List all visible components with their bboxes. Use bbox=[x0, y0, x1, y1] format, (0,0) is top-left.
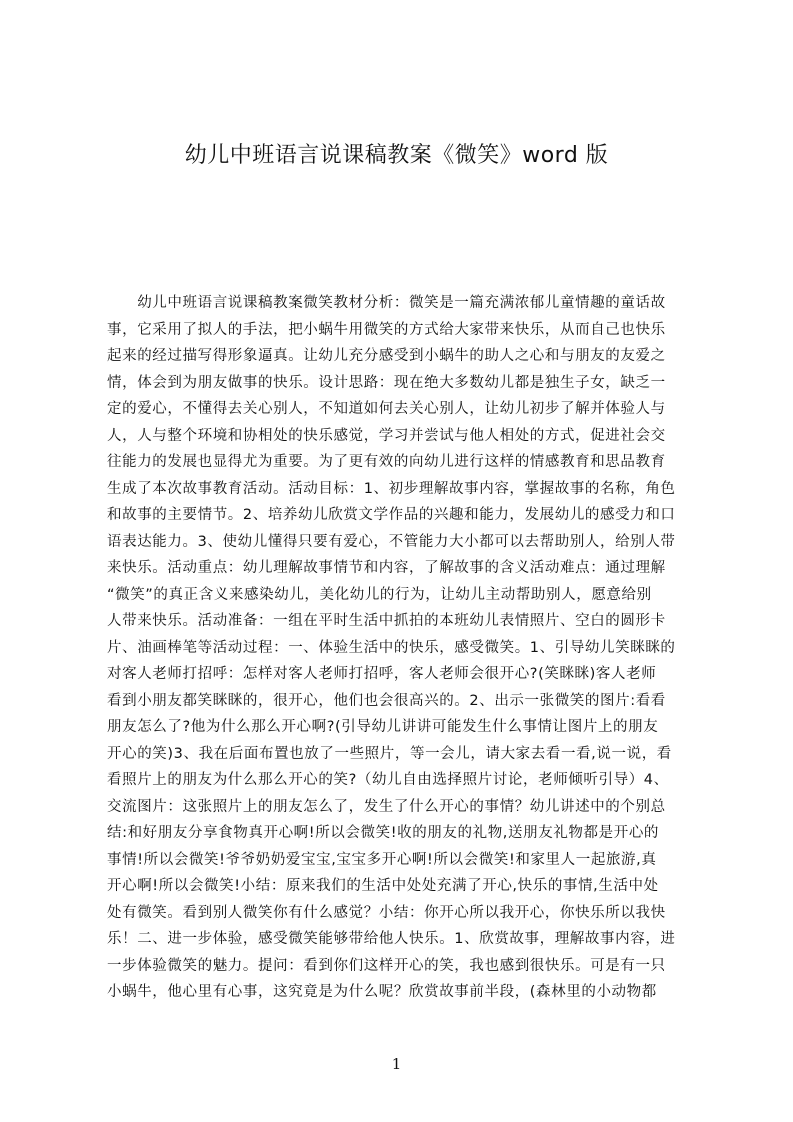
body-line: 对客人老师打招呼：怎样对客人老师打招呼，客人老师会很开心?(笑眯眯)客人老师 bbox=[107, 666, 657, 682]
body-line: “微笑”的真正含义来感染幼儿，美化幼儿的行为，让幼儿主动帮助别人，愿意给别 bbox=[107, 586, 652, 603]
body-line: 小蜗牛，他心里有心事，这究竟是为什么呢？欣赏故事前半段，(森林里的小动物都 bbox=[107, 984, 657, 1000]
body-line: 开心啊!所以会微笑!小结：原来我们的生活中处处充满了开心,快乐的事情,生活中处 bbox=[107, 878, 659, 894]
body-line: 和故事的主要情节。2、培养幼儿欣赏文学作品的兴趣和能力，发展幼儿的感受力和口 bbox=[107, 507, 676, 523]
body-line: 一步体验微笑的魅力。提问：看到你们这样开心的笑，我也感到很快乐。可是有一只 bbox=[107, 957, 666, 974]
page-number: 1 bbox=[391, 1055, 402, 1073]
body-line: 来快乐。活动重点：幼儿理解故事情节和内容，了解故事的含义活动难点：通过理解 bbox=[107, 560, 666, 576]
body-line: 幼儿中班语言说课稿教案微笑教材分析：微笑是一篇充满浓郁儿童情趣的童话故 bbox=[107, 295, 666, 311]
body-line: 乐！二、进一步体验，感受微笑能够带给他人快乐。1、欣赏故事，理解故事内容，进 bbox=[107, 931, 676, 947]
body-line: 事情!所以会微笑!爷爷奶奶爱宝宝,宝宝多开心啊!所以会微笑!和家里人一起旅游,真 bbox=[107, 851, 657, 868]
body-line: 看到小朋友都笑眯眯的，很开心，他们也会很高兴的。2、出示一张微笑的图片:看看 bbox=[107, 692, 666, 709]
body-line: 交流图片：这张照片上的朋友怎么了，发生了什么开心的事情？幼儿讲述中的个别总 bbox=[107, 798, 666, 815]
body-line: 结:和好朋友分享食物真开心啊!所以会微笑!收的朋友的礼物,送朋友礼物都是开心的 bbox=[107, 825, 660, 841]
body-line: 朋友怎么了?他为什么那么开心啊?(引导幼儿讲讲可能发生什么事情让图片上的朋友 bbox=[107, 719, 659, 735]
document-title: 幼儿中班语言说课稿教案《微笑》word 版 bbox=[184, 143, 609, 168]
body-line: 往能力的发展也显得尤为重要。为了更有效的向幼儿进行这样的情感教育和思品教育 bbox=[107, 454, 666, 470]
document-body bbox=[107, 290, 697, 1010]
body-line: 事，它采用了拟人的手法，把小蜗牛用微笑的方式给大家带来快乐，从而自己也快乐 bbox=[107, 321, 666, 338]
body-line: 片、油画棒笔等活动过程：一、体验生活中的快乐，感受微笑。1、引导幼儿笑眯眯的 bbox=[107, 639, 676, 656]
body-line: 情，体会到为朋友做事的快乐。设计思路：现在绝大多数幼儿都是独生子女，缺乏一 bbox=[107, 374, 666, 391]
body-line: 语表达能力。3、使幼儿懂得只要有爱心，不管能力大小都可以去帮助别人，给别人带 bbox=[107, 533, 676, 550]
body-line: 开心的笑)3、我在后面布置也放了一些照片，等一会儿，请大家去看一看,说一说，看 bbox=[107, 745, 672, 762]
body-line: 人，人与整个环境和协相处的快乐感觉，学习并尝试与他人相处的方式，促进社会交 bbox=[107, 427, 666, 444]
body-line: 定的爱心，不懂得去关心别人，不知道如何去关心别人，让幼儿初步了解并体验人与 bbox=[107, 401, 666, 417]
body-line: 处有微笑。看到别人微笑你有什么感觉？小结：你开心所以我开心，你快乐所以我快 bbox=[107, 904, 666, 921]
body-line: 起来的经过描写得形象逼真。让幼儿充分感受到小蜗牛的助人之心和与朋友的友爱之 bbox=[107, 348, 666, 364]
body-line: 看照片上的朋友为什么那么开心的笑?（幼儿自由选择照片讨论，老师倾听引导）4、 bbox=[107, 772, 669, 788]
body-line: 生成了本次故事教育活动。活动目标：1、初步理解故事内容，掌握故事的名称，角色 bbox=[107, 480, 676, 497]
body-line: 人带来快乐。活动准备：一组在平时生活中抓拍的本班幼儿表情照片、空白的圆形卡 bbox=[107, 613, 666, 629]
